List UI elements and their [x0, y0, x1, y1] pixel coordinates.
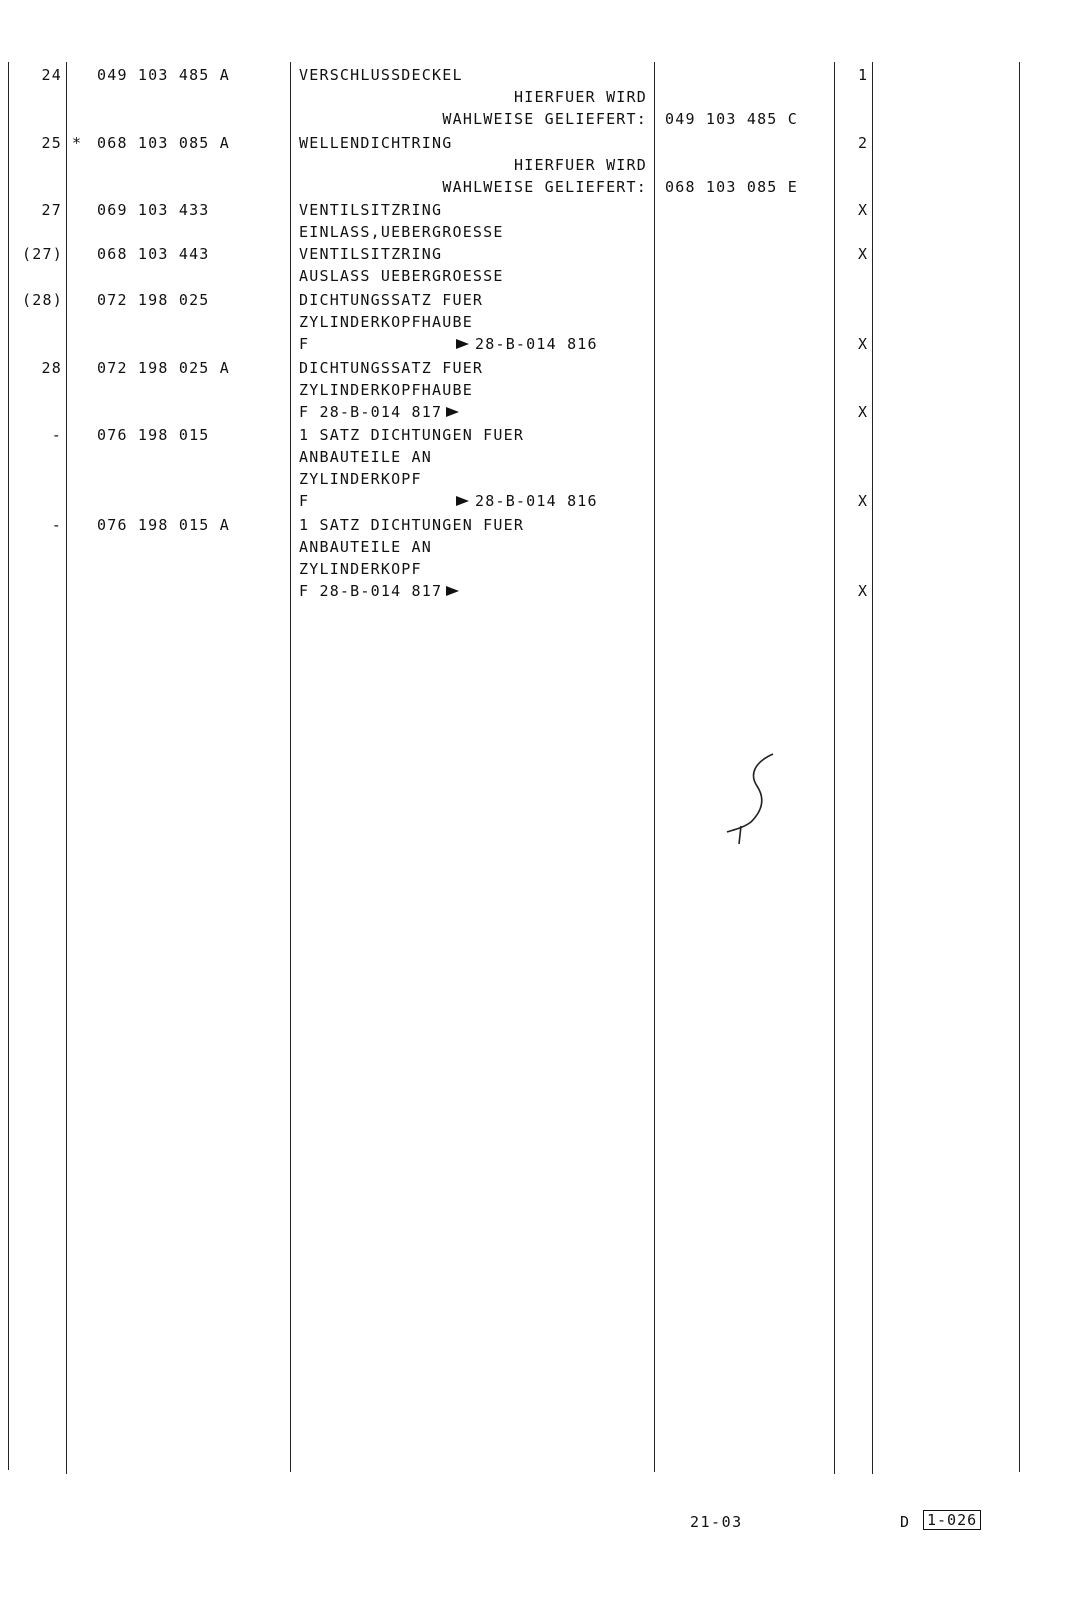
chassis-range — [299, 580, 465, 603]
chassis-range — [452, 333, 598, 356]
description-line: ZYLINDERKOPFHAUBE — [299, 381, 473, 399]
part-number: 076 198 015 A — [97, 516, 230, 534]
description-line: 1 SATZ DICHTUNGEN FUER — [299, 516, 525, 534]
alternative-part-number: 068 103 085 E — [665, 178, 798, 196]
position-number: (27) — [22, 245, 63, 263]
description-line: AUSLASS UEBERGROESSE — [299, 267, 504, 285]
chassis-number: F 28-B-014 817 — [299, 403, 443, 421]
quantity: X — [858, 582, 869, 600]
position-number: - — [51, 516, 62, 534]
position-number: 27 — [41, 201, 62, 219]
column-rule-left — [8, 62, 9, 1470]
quantity: X — [858, 245, 869, 263]
description-line: VERSCHLUSSDECKEL — [299, 66, 463, 84]
quantity: X — [858, 201, 869, 219]
description-line: ANBAUTEILE AN — [299, 448, 432, 466]
position-number: (28) — [22, 291, 63, 309]
chassis-number: F 28-B-014 817 — [299, 582, 443, 600]
position-number: - — [51, 426, 62, 444]
description-line: HIERFUER WIRD — [514, 88, 647, 106]
description-line: ZYLINDERKOPF — [299, 470, 422, 488]
part-number: 068 103 085 A — [97, 134, 230, 152]
description-line: ZYLINDERKOPF — [299, 560, 422, 578]
quantity: X — [858, 403, 869, 421]
arrow-right-icon — [456, 339, 469, 349]
description-line: ANBAUTEILE AN — [299, 538, 432, 556]
footer-letter: D — [900, 1513, 910, 1531]
chassis-range — [452, 490, 598, 513]
column-rule-alt — [834, 62, 835, 1474]
position-number: 28 — [41, 359, 62, 377]
quantity: X — [858, 335, 869, 353]
part-number: 072 198 025 — [97, 291, 210, 309]
footer-page-number: 1-026 — [923, 1510, 981, 1530]
description-line: WAHLWEISE GELIEFERT: — [442, 178, 647, 196]
position-number: 25 — [41, 134, 62, 152]
quantity: 2 — [858, 134, 869, 152]
column-rule-part — [290, 62, 291, 1472]
part-number: 069 103 433 — [97, 201, 210, 219]
description-line: DICHTUNGSSATZ FUER — [299, 359, 484, 377]
arrow-right-icon — [446, 407, 459, 417]
part-number: 049 103 485 A — [97, 66, 230, 84]
description-line: 1 SATZ DICHTUNGEN FUER — [299, 426, 525, 444]
star-marker: * — [72, 134, 83, 152]
handwritten-mark — [725, 752, 785, 847]
description-line: F — [299, 492, 310, 510]
description-line: F — [299, 335, 310, 353]
description-line: EINLASS,UEBERGROESSE — [299, 223, 504, 241]
arrow-right-icon — [456, 496, 469, 506]
part-number: 072 198 025 A — [97, 359, 230, 377]
part-number: 076 198 015 — [97, 426, 210, 444]
arrow-right-icon — [446, 586, 459, 596]
column-rule-right — [1019, 62, 1020, 1472]
chassis-range — [299, 401, 465, 424]
description-line: VENTILSITZRING — [299, 201, 443, 219]
description-line: WAHLWEISE GELIEFERT: — [442, 110, 647, 128]
description-line: DICHTUNGSSATZ FUER — [299, 291, 484, 309]
part-number: 068 103 443 — [97, 245, 210, 263]
footer-section-code: 21-03 — [690, 1513, 743, 1531]
column-rule-desc — [654, 62, 655, 1472]
description-line: WELLENDICHTRING — [299, 134, 453, 152]
alternative-part-number: 049 103 485 C — [665, 110, 798, 128]
quantity: X — [858, 492, 869, 510]
description-line: HIERFUER WIRD — [514, 156, 647, 174]
column-rule-qty — [872, 62, 873, 1474]
description-line: VENTILSITZRING — [299, 245, 443, 263]
column-rule-pos — [66, 62, 67, 1474]
quantity: 1 — [858, 66, 869, 84]
chassis-number: 28-B-014 816 — [475, 335, 598, 353]
chassis-number: 28-B-014 816 — [475, 492, 598, 510]
position-number: 24 — [41, 66, 62, 84]
description-line: ZYLINDERKOPFHAUBE — [299, 313, 473, 331]
